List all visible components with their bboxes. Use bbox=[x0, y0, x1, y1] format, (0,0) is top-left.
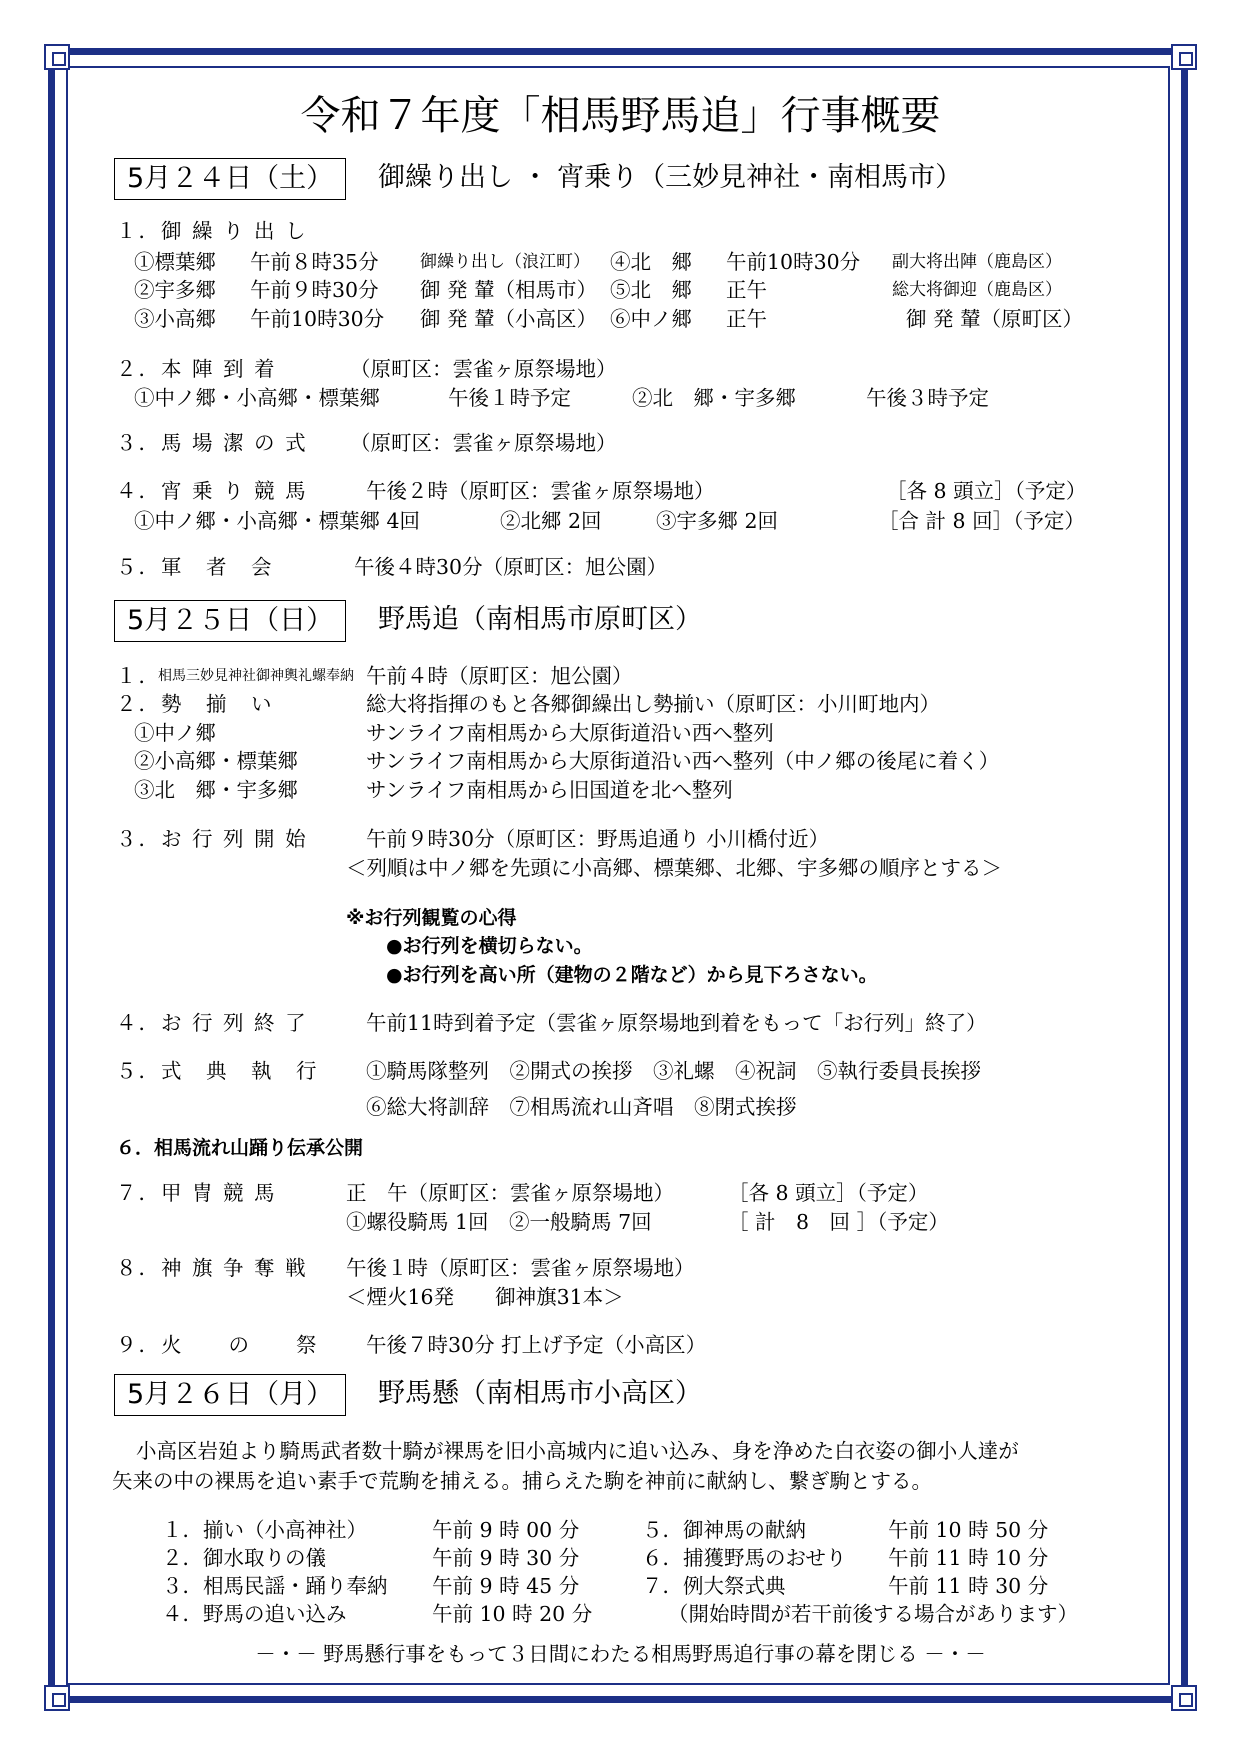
d1-s1-r1-gou2: ④北 郷 bbox=[610, 250, 692, 274]
d2-s3-notice-title: ※お行列観覧の心得 bbox=[346, 907, 517, 929]
d3-sched-6-label: ６．捕獲野馬のおせり bbox=[642, 1546, 847, 1570]
d2-s2-r2-gou: ②小高郷・標葉郷 bbox=[134, 749, 298, 773]
day1-subtitle: 御繰り出し ・ 宵乗り（三妙見神社・南相馬市） bbox=[378, 162, 963, 193]
d2-s4-heading: ４．お 行 列 終 了 bbox=[116, 1011, 308, 1035]
d3-sched-3-label: ３．相馬民謡・踊り奉納 bbox=[162, 1574, 388, 1598]
d2-s8-info: 午後１時（原町区：雲雀ヶ原祭場地） bbox=[346, 1256, 695, 1280]
d2-s2-r2-route: サンライフ南相馬から大原街道沿い西へ整列（中ノ郷の後尾に着く） bbox=[366, 749, 1000, 773]
d1-s1-r3-time2: 正午 bbox=[726, 307, 767, 331]
d2-s7-note2: ［ 計 8 回 ］（予定） bbox=[728, 1210, 949, 1234]
d1-s2-t1: 午後１時予定 bbox=[448, 386, 571, 410]
d2-s3-notice1: ●お行列を横切らない。 bbox=[386, 935, 593, 957]
d3-sched-2-label: ２．御水取りの儀 bbox=[162, 1546, 326, 1570]
d1-s1-r1-gou: ①標葉郷 bbox=[134, 250, 216, 274]
d2-s7-info: 正 午（原町区：雲雀ヶ原祭場地） bbox=[346, 1181, 674, 1205]
d2-s7-note1: ［各 8 頭立］（予定） bbox=[728, 1181, 929, 1205]
d2-s2-r1-gou: ①中ノ郷 bbox=[134, 721, 216, 745]
d3-sched-5-time: 午前 10 時 50 分 bbox=[888, 1518, 1049, 1542]
corner-ornament bbox=[44, 1685, 70, 1711]
d1-s1-r3-gou2: ⑥中ノ郷 bbox=[610, 307, 692, 331]
day2-date: 5月２５日（日） bbox=[114, 600, 346, 642]
d1-s4-info: 午後２時（原町区：雲雀ヶ原祭場地） bbox=[366, 479, 715, 503]
d1-s1-r2-gou: ②宇多郷 bbox=[134, 278, 216, 302]
d3-sched-5-label: ５．御神馬の献納 bbox=[642, 1518, 806, 1542]
d2-s3-order: ＜列順は中ノ郷を先頭に小高郷、標葉郷、北郷、宇多郷の順序とする＞ bbox=[346, 856, 1002, 880]
d3-sched-7-label: ７．例大祭式典 bbox=[642, 1574, 786, 1598]
day2-subtitle: 野馬追（南相馬市原町区） bbox=[378, 604, 702, 635]
d2-s7-l2: ①螺役騎馬 1回 ②一般騎馬 7回 bbox=[346, 1210, 652, 1234]
d2-s2-info: 総大将指揮のもと各郷御繰出し勢揃い（原町区：小川町地内） bbox=[366, 692, 940, 716]
d1-s1-r1-event: 御繰り出し（浪江町） bbox=[420, 252, 590, 272]
d3-sched-4-label: ４．野馬の追い込み bbox=[162, 1602, 347, 1626]
d1-s4-note1: ［各 8 頭立］（予定） bbox=[886, 479, 1087, 503]
d2-s1-heading: 相馬三妙見神社御神輿礼螺奉納 bbox=[158, 668, 354, 684]
d1-s1-r3-event: 御 発 輦（小高区） bbox=[420, 307, 598, 331]
d2-s5-heading: ５．式 典 執 行 bbox=[116, 1059, 319, 1083]
d1-s5-heading: ５．軍 者 会 bbox=[116, 555, 274, 579]
d1-s1-r3-event2: 御 発 輦（原町区） bbox=[906, 307, 1084, 331]
d1-s2-l2: ②北 郷・宇多郷 bbox=[632, 386, 796, 410]
d2-s3-notice2: ●お行列を高い所（建物の２階など）から見下ろさない。 bbox=[386, 964, 878, 986]
corner-ornament bbox=[1171, 1685, 1197, 1711]
d2-s9-info: 午後７時30分 打上げ予定（小高区） bbox=[366, 1333, 707, 1357]
d2-s8-l2: ＜煙火16発 御神旗31本＞ bbox=[346, 1285, 624, 1309]
d3-closing: －・－ 野馬懸行事をもって３日間にわたる相馬野馬追行事の幕を閉じる －・－ bbox=[255, 1642, 986, 1666]
d1-s4-l2: ②北郷 2回 bbox=[500, 509, 602, 533]
d3-sched-1-time: 午前 9 時 00 分 bbox=[432, 1518, 580, 1542]
d2-s9-heading: ９．火 の 祭 bbox=[116, 1333, 319, 1357]
d1-s1-r1-event2: 副大将出陣（鹿島区） bbox=[892, 252, 1062, 272]
d2-s2-heading: ２．勢 揃 い bbox=[116, 692, 274, 716]
d1-s1-r3-time: 午前10時30分 bbox=[250, 307, 385, 331]
d3-sched-6-time: 午前 11 時 10 分 bbox=[888, 1546, 1049, 1570]
day1-date: 5月２４日（土） bbox=[114, 158, 346, 200]
d1-s1-r3-gou: ③小高郷 bbox=[134, 307, 216, 331]
d1-s4-note2: ［合 計 8 回］（予定） bbox=[878, 509, 1085, 533]
d1-s5-info: 午後４時30分（原町区：旭公園） bbox=[354, 555, 668, 579]
d1-s4-heading: ４．宵 乗 り 競 馬 bbox=[116, 479, 308, 503]
d2-s1-num: １． bbox=[116, 664, 161, 688]
d1-s2-place: （原町区：雲雀ヶ原祭場地） bbox=[350, 357, 617, 381]
d3-note: （開始時間が若干前後する場合があります） bbox=[668, 1602, 1078, 1626]
d2-s7-heading: ７．甲 冑 競 馬 bbox=[116, 1181, 277, 1205]
d1-s1-r1-time2: 午前10時30分 bbox=[726, 250, 861, 274]
d2-s1-info: 午前４時（原町区：旭公園） bbox=[366, 664, 633, 688]
d2-s3-heading: ３．お 行 列 開 始 bbox=[116, 827, 308, 851]
d1-s1-r1-time: 午前８時35分 bbox=[250, 250, 379, 274]
d1-s2-l1: ①中ノ郷・小高郷・標葉郷 bbox=[134, 386, 380, 410]
d1-s4-l3: ③宇多郷 2回 bbox=[656, 509, 779, 533]
d1-s1-r2-event: 御 発 輦（相馬市） bbox=[420, 278, 598, 302]
d2-s4-info: 午前11時到着予定（雲雀ヶ原祭場地到着をもって「お行列」終了） bbox=[366, 1011, 987, 1035]
d3-sched-3-time: 午前 9 時 45 分 bbox=[432, 1574, 580, 1598]
d1-s1-r2-gou2: ⑤北 郷 bbox=[610, 278, 692, 302]
d1-s2-t2: 午後３時予定 bbox=[866, 386, 989, 410]
d3-sched-4-time: 午前 10 時 20 分 bbox=[432, 1602, 593, 1626]
d1-s3-place: （原町区：雲雀ヶ原祭場地） bbox=[350, 431, 617, 455]
d3-sched-2-time: 午前 9 時 30 分 bbox=[432, 1546, 580, 1570]
d2-s2-r3-gou: ③北 郷・宇多郷 bbox=[134, 778, 298, 802]
corner-ornament bbox=[1171, 44, 1197, 70]
d1-s1-r2-event2: 総大将御迎（鹿島区） bbox=[892, 280, 1062, 300]
d2-s6-heading: ６．相馬流れ山踊り伝承公開 bbox=[116, 1137, 364, 1159]
d1-s1-heading: １．御 繰 り 出 し bbox=[116, 219, 308, 243]
d2-s2-r3-route: サンライフ南相馬から旧国道を北へ整列 bbox=[366, 778, 733, 802]
d3-sched-7-time: 午前 11 時 30 分 bbox=[888, 1574, 1049, 1598]
d2-s3-info: 午前９時30分（原町区：野馬追通り 小川橋付近） bbox=[366, 827, 830, 851]
d3-para1: 小高区岩廹より騎馬武者数十騎が裸馬を旧小高城内に追い込み、身を浄めた白衣姿の御小人達が bbox=[136, 1439, 1019, 1463]
d2-s5-l1: ①騎馬隊整列 ②開式の挨拶 ③礼螺 ④祝詞 ⑤執行委員長挨拶 bbox=[366, 1059, 981, 1083]
d1-s3-heading: ３．馬 場 潔 の 式 bbox=[116, 431, 308, 455]
d2-s5-l2: ⑥総大将訓辞 ⑦相馬流れ山斉唱 ⑧閉式挨拶 bbox=[366, 1095, 797, 1119]
d2-s2-r1-route: サンライフ南相馬から大原街道沿い西へ整列 bbox=[366, 721, 774, 745]
day3-date: 5月２６日（月） bbox=[114, 1374, 346, 1416]
page-title: 令和７年度「相馬野馬追」行事概要 bbox=[300, 93, 941, 139]
d1-s1-r2-time2: 正午 bbox=[726, 278, 767, 302]
d3-para2: 矢来の中の裸馬を追い素手で荒駒を捕える。捕らえた駒を神前に献納し、繋ぎ駒とする。 bbox=[112, 1469, 932, 1493]
d1-s1-r2-time: 午前９時30分 bbox=[250, 278, 379, 302]
d1-s2-heading: ２．本 陣 到 着 bbox=[116, 357, 277, 381]
corner-ornament bbox=[44, 44, 70, 70]
d2-s8-heading: ８．神 旗 争 奪 戦 bbox=[116, 1256, 308, 1280]
d3-sched-1-label: １．揃い（小高神社） bbox=[162, 1518, 367, 1542]
day3-subtitle: 野馬懸（南相馬市小高区） bbox=[378, 1378, 702, 1409]
d1-s4-l1: ①中ノ郷・小高郷・標葉郷 4回 bbox=[134, 509, 421, 533]
